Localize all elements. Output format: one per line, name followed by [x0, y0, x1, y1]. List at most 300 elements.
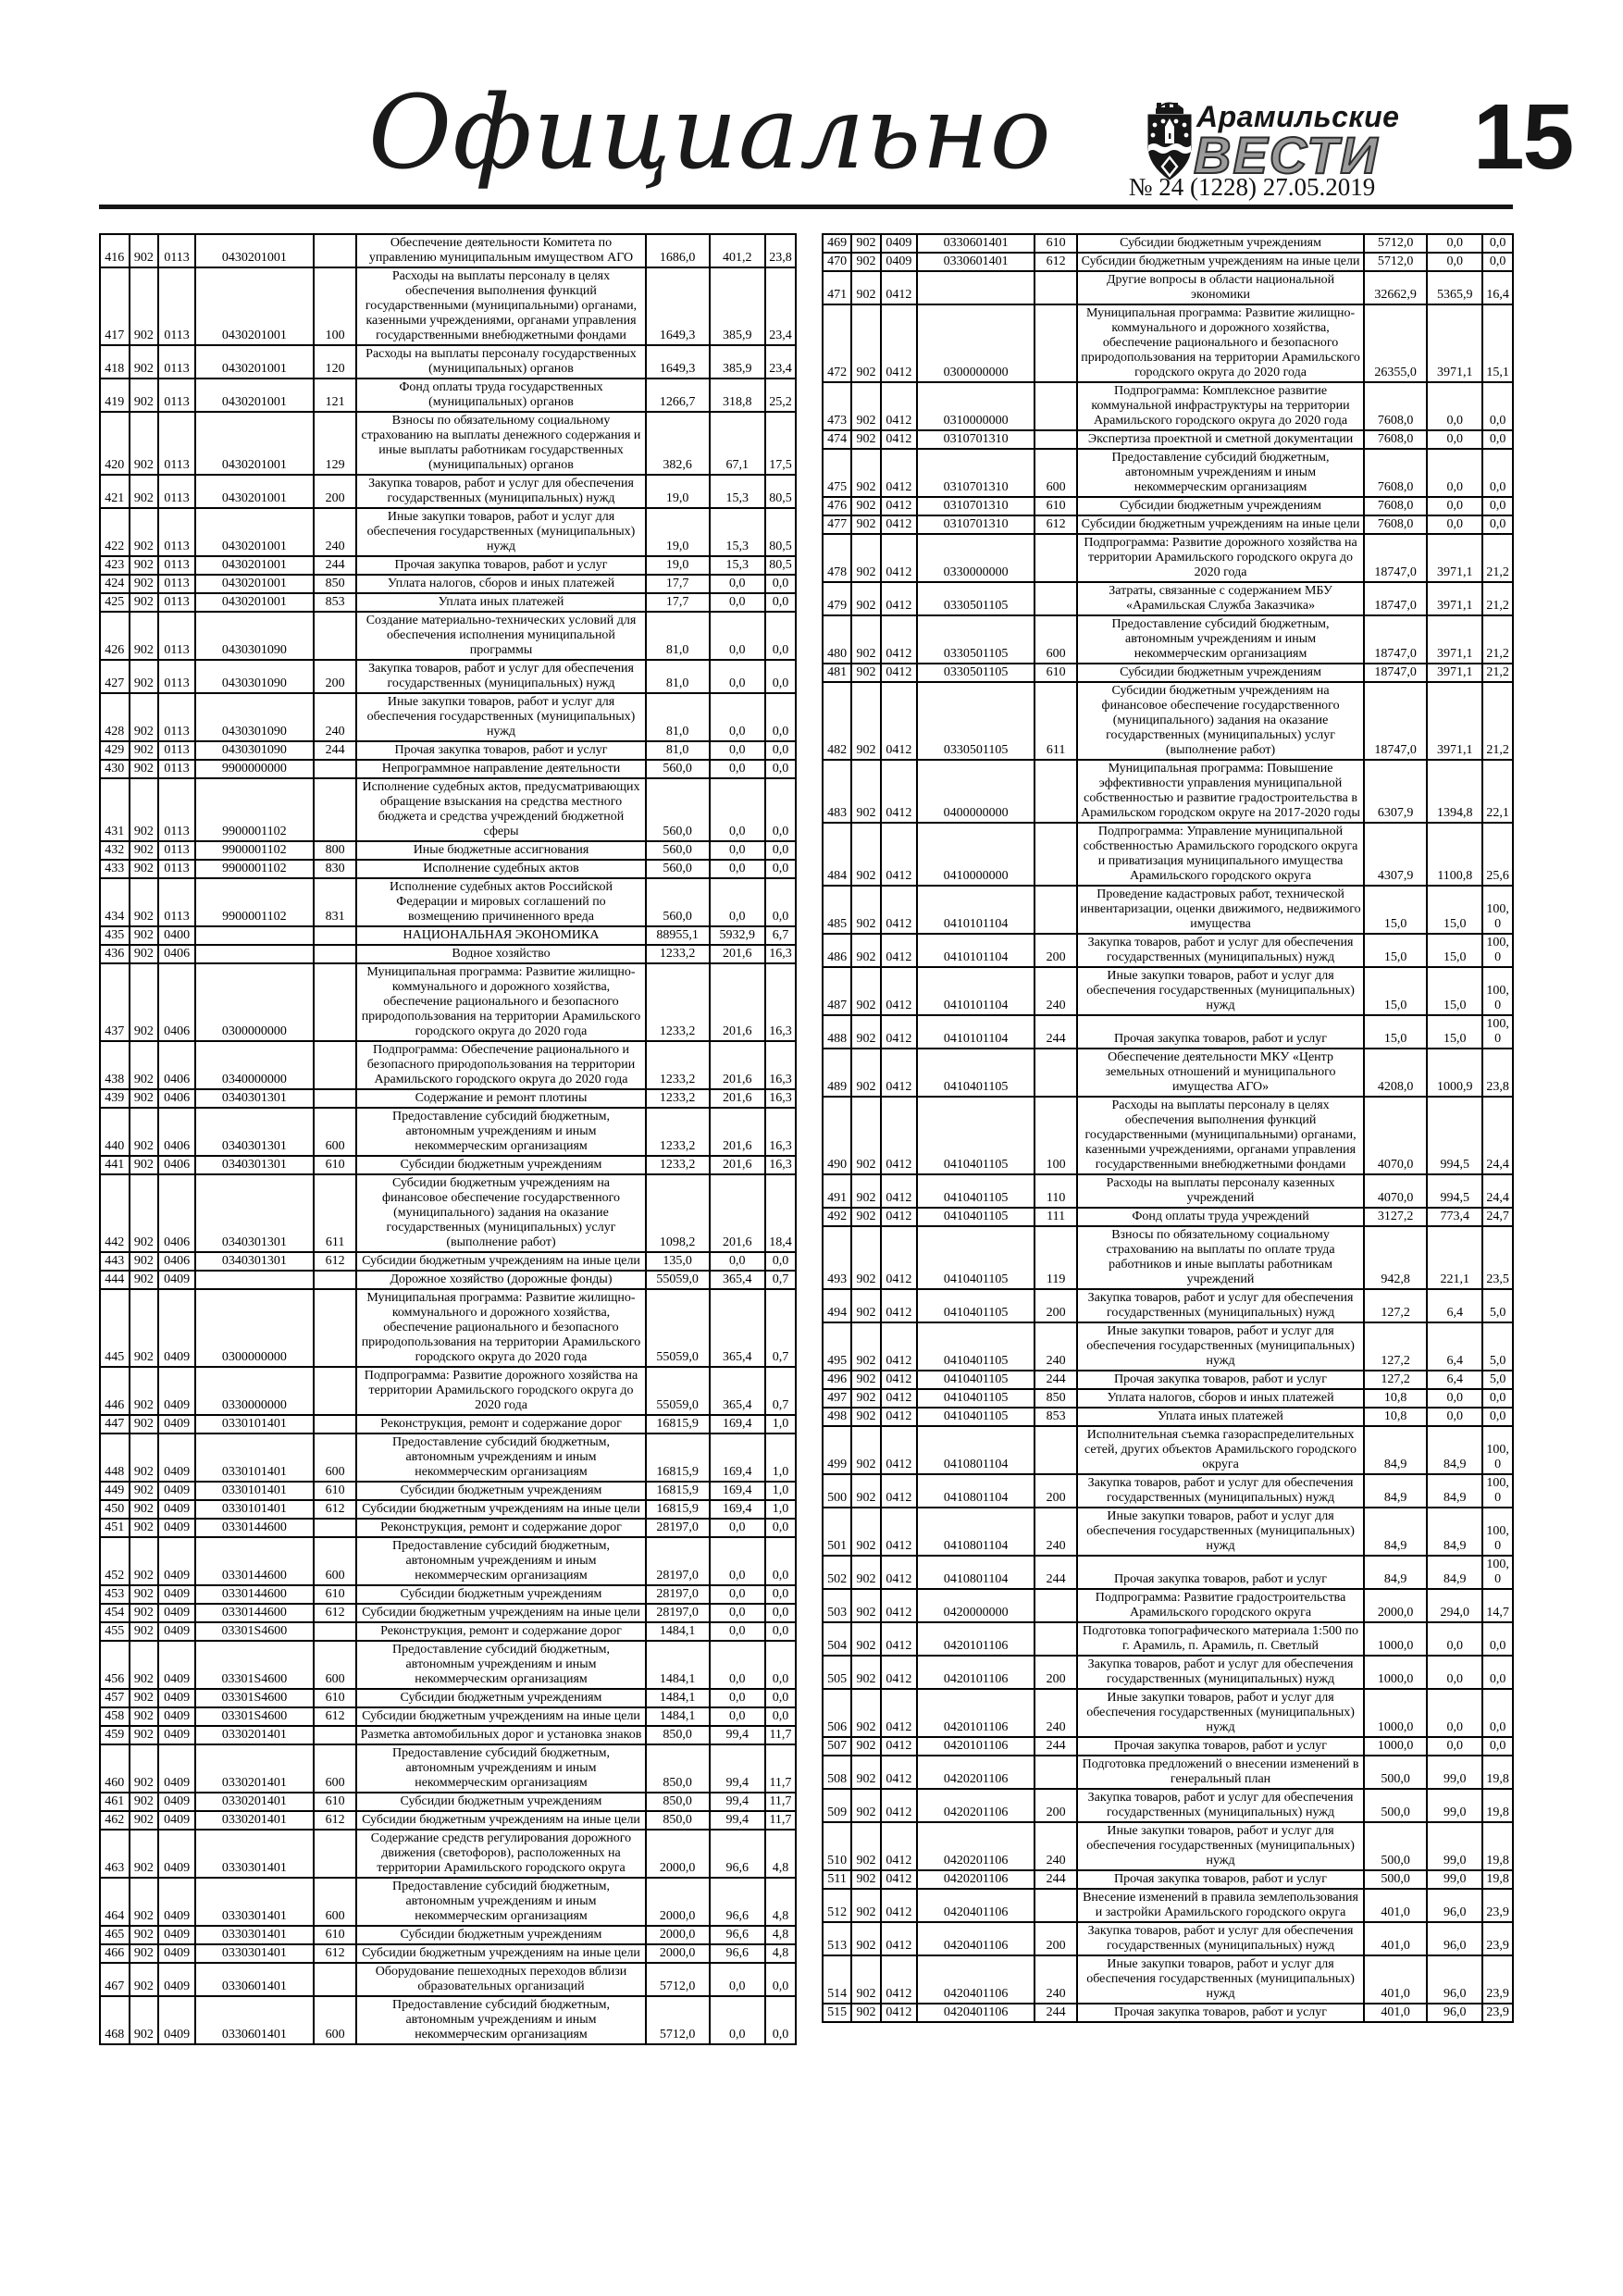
grbs-code-cell: 902 — [851, 682, 880, 760]
grbs-code-cell: 902 — [851, 615, 880, 664]
execution-percent-cell: 100,0 — [1482, 1508, 1513, 1556]
page-number: 15 — [1473, 85, 1573, 189]
grbs-code-cell: 902 — [130, 412, 159, 475]
expense-name-cell: Прочая закупка товаров, работ и услуг — [1077, 1015, 1364, 1049]
grbs-code-cell: 902 — [130, 693, 159, 741]
executed-amount-cell: 15,3 — [710, 508, 765, 556]
row-number-cell: 490 — [823, 1097, 851, 1174]
section-code-cell: 0113 — [158, 593, 195, 612]
execution-percent-cell: 100,0 — [1482, 1015, 1513, 1049]
execution-percent-cell: 17,5 — [765, 412, 796, 475]
execution-percent-cell: 0,0 — [1482, 382, 1513, 430]
target-article-code-cell: 0330144600 — [195, 1519, 314, 1537]
execution-percent-cell: 0,0 — [1482, 449, 1513, 497]
section-code-cell: 0412 — [881, 1174, 918, 1208]
execution-percent-cell: 0,0 — [765, 1585, 796, 1604]
expense-kind-code-cell: 610 — [314, 1689, 357, 1707]
expense-kind-code-cell — [1035, 1756, 1077, 1789]
grbs-code-cell: 902 — [130, 1174, 159, 1252]
target-article-code-cell: 0330501105 — [917, 664, 1035, 682]
approved-amount-cell: 5712,0 — [646, 1963, 710, 1996]
budget-table-row — [823, 1322, 1513, 1371]
expense-kind-code-cell: 110 — [1035, 1174, 1077, 1208]
grbs-code-cell: 902 — [851, 1226, 880, 1289]
expense-kind-code-cell: 610 — [1035, 234, 1077, 253]
execution-percent-cell: 100,0 — [1482, 886, 1513, 934]
section-code-cell: 0409 — [158, 1519, 195, 1537]
section-code-cell: 0412 — [881, 1870, 918, 1889]
executed-amount-cell: 99,0 — [1427, 1756, 1482, 1789]
section-code-cell: 0412 — [881, 1322, 918, 1371]
target-article-code-cell: 03301S4600 — [195, 1707, 314, 1726]
approved-amount-cell: 500,0 — [1364, 1756, 1428, 1789]
budget-table-row — [823, 1955, 1513, 2004]
target-article-code-cell: 0330201401 — [195, 1726, 314, 1744]
section-code-cell: 0412 — [881, 1622, 918, 1656]
execution-percent-cell: 23,9 — [1482, 1889, 1513, 1922]
grbs-code-cell: 902 — [851, 1656, 880, 1689]
expense-name-cell: Затраты, связанные с содержанием МБУ «Арамильская Служба Заказчика» — [1077, 582, 1364, 615]
executed-amount-cell: 99,0 — [1427, 1870, 1482, 1889]
expense-kind-code-cell — [1035, 1049, 1077, 1097]
budget-table-row — [823, 1289, 1513, 1322]
budget-table-row — [100, 1519, 796, 1537]
expense-kind-code-cell: 200 — [1035, 1789, 1077, 1822]
approved-amount-cell: 10,8 — [1364, 1389, 1428, 1408]
target-article-code-cell: 0330601401 — [195, 1996, 314, 2044]
section-code-cell: 0113 — [158, 693, 195, 741]
expense-kind-code-cell: 600 — [314, 1108, 357, 1156]
grbs-code-cell: 902 — [851, 1756, 880, 1789]
section-code-cell: 0412 — [881, 2004, 918, 2022]
row-number-cell: 494 — [823, 1289, 851, 1322]
row-number-cell: 499 — [823, 1426, 851, 1474]
execution-percent-cell: 11,7 — [765, 1744, 796, 1793]
executed-amount-cell: 0,0 — [710, 1585, 765, 1604]
budget-table-row — [100, 878, 796, 926]
expense-name-cell: Иные закупки товаров, работ и услуг для обеспечения государственных (муниципальных) нужд — [1077, 1689, 1364, 1737]
target-article-code-cell: 0310701310 — [917, 430, 1035, 449]
budget-table-row — [100, 1996, 796, 2044]
section-code-cell: 0409 — [158, 1641, 195, 1689]
expense-kind-code-cell: 240 — [1035, 1322, 1077, 1371]
section-code-cell: 0409 — [158, 1707, 195, 1726]
executed-amount-cell: 84,9 — [1427, 1426, 1482, 1474]
row-number-cell: 449 — [100, 1482, 130, 1500]
approved-amount-cell: 7608,0 — [1364, 515, 1428, 534]
section-code-cell: 0412 — [881, 1737, 918, 1756]
execution-percent-cell: 22,1 — [1482, 760, 1513, 823]
grbs-code-cell: 902 — [130, 508, 159, 556]
expense-name-cell: Субсидии бюджетным учреждениям — [1077, 234, 1364, 253]
executed-amount-cell: 0,0 — [1427, 1689, 1482, 1737]
approved-amount-cell: 84,9 — [1364, 1426, 1428, 1474]
budget-table-row — [823, 534, 1513, 582]
approved-amount-cell: 1000,0 — [1364, 1622, 1428, 1656]
grbs-code-cell: 902 — [130, 1271, 159, 1289]
executed-amount-cell: 773,4 — [1427, 1208, 1482, 1226]
target-article-code-cell: 0340301301 — [195, 1089, 314, 1108]
budget-table-row — [100, 267, 796, 345]
grbs-code-cell: 902 — [851, 1689, 880, 1737]
section-code-cell: 0113 — [158, 508, 195, 556]
grbs-code-cell: 902 — [130, 267, 159, 345]
budget-table-row — [100, 612, 796, 660]
approved-amount-cell: 1686,0 — [646, 234, 710, 267]
budget-table-row — [823, 823, 1513, 886]
execution-percent-cell: 23,5 — [1482, 1226, 1513, 1289]
approved-amount-cell: 18747,0 — [1364, 534, 1428, 582]
budget-table-row — [100, 778, 796, 841]
executed-amount-cell: 96,0 — [1427, 2004, 1482, 2022]
budget-table-row — [100, 475, 796, 508]
execution-percent-cell: 0,0 — [765, 860, 796, 878]
executed-amount-cell: 221,1 — [1427, 1226, 1482, 1289]
expense-kind-code-cell: 610 — [1035, 497, 1077, 515]
execution-percent-cell: 23,8 — [1482, 1049, 1513, 1097]
approved-amount-cell: 7608,0 — [1364, 430, 1428, 449]
expense-kind-code-cell: 600 — [314, 1996, 357, 2044]
budget-table-row — [100, 379, 796, 412]
approved-amount-cell: 560,0 — [646, 778, 710, 841]
execution-percent-cell: 19,8 — [1482, 1789, 1513, 1822]
execution-percent-cell: 5,0 — [1482, 1322, 1513, 1371]
expense-kind-code-cell: 611 — [1035, 682, 1077, 760]
section-code-cell: 0412 — [881, 1289, 918, 1322]
row-number-cell: 509 — [823, 1789, 851, 1822]
grbs-code-cell: 902 — [130, 1415, 159, 1433]
section-code-cell: 0412 — [881, 1508, 918, 1556]
execution-percent-cell: 4,8 — [765, 1878, 796, 1926]
executed-amount-cell: 84,9 — [1427, 1556, 1482, 1589]
target-article-code-cell: 0310701310 — [917, 449, 1035, 497]
executed-amount-cell: 1000,9 — [1427, 1049, 1482, 1097]
expense-name-cell: Другие вопросы в области национальной экономики — [1077, 271, 1364, 304]
aramil-coat-of-arms-icon — [1145, 96, 1195, 183]
budget-table-row — [100, 1089, 796, 1108]
budget-table-row — [823, 1049, 1513, 1097]
approved-amount-cell: 500,0 — [1364, 1789, 1428, 1822]
section-code-cell: 0412 — [881, 1208, 918, 1226]
grbs-code-cell: 902 — [130, 1689, 159, 1707]
target-article-code-cell: 0300000000 — [917, 304, 1035, 382]
approved-amount-cell: 401,0 — [1364, 2004, 1428, 2022]
expense-name-cell: Предоставление субсидий бюджетным, автономным учреждениям и иным некоммерческим организациям — [1077, 615, 1364, 664]
executed-amount-cell: 169,4 — [710, 1415, 765, 1433]
executed-amount-cell: 0,0 — [1427, 1389, 1482, 1408]
row-number-cell: 464 — [100, 1878, 130, 1926]
section-code-cell: 0409 — [158, 1537, 195, 1585]
section-code-cell: 0113 — [158, 778, 195, 841]
target-article-code-cell: 0430201001 — [195, 379, 314, 412]
expense-name-cell: Субсидии бюджетным учреждениям — [356, 1689, 645, 1707]
approved-amount-cell: 127,2 — [1364, 1371, 1428, 1389]
section-code-cell: 0409 — [158, 1289, 195, 1367]
executed-amount-cell: 201,6 — [710, 1174, 765, 1252]
section-code-cell: 0409 — [158, 1996, 195, 2044]
row-number-cell: 476 — [823, 497, 851, 515]
expense-name-cell: Создание материально-технических условий для обеспечения исполнения муниципальной программы — [356, 612, 645, 660]
target-article-code-cell: 0410401105 — [917, 1322, 1035, 1371]
execution-percent-cell: 0,0 — [1482, 1408, 1513, 1426]
expense-kind-code-cell — [314, 1089, 357, 1108]
execution-percent-cell: 4,8 — [765, 1926, 796, 1944]
expense-kind-code-cell: 244 — [1035, 1371, 1077, 1389]
target-article-code-cell: 0310701310 — [917, 515, 1035, 534]
grbs-code-cell: 902 — [851, 271, 880, 304]
executed-amount-cell: 994,5 — [1427, 1097, 1482, 1174]
expense-name-cell: Содержание средств регулирования дорожного движения (светофоров), расположенных на территории Арамильского городского округа — [356, 1830, 645, 1878]
expense-kind-code-cell: 244 — [1035, 2004, 1077, 2022]
expense-kind-code-cell: 240 — [1035, 1955, 1077, 2004]
executed-amount-cell: 99,0 — [1427, 1822, 1482, 1870]
target-article-code-cell: 0330101401 — [195, 1500, 314, 1519]
expense-name-cell: Предоставление субсидий бюджетным, автономным учреждениям и иным некоммерческим организациям — [356, 1537, 645, 1585]
expense-kind-code-cell — [314, 1726, 357, 1744]
execution-percent-cell: 0,0 — [1482, 234, 1513, 253]
grbs-code-cell: 902 — [851, 1371, 880, 1389]
row-number-cell: 453 — [100, 1585, 130, 1604]
row-number-cell: 458 — [100, 1707, 130, 1726]
target-article-code-cell: 9900001102 — [195, 878, 314, 926]
grbs-code-cell: 902 — [130, 1367, 159, 1415]
target-article-code-cell: 0410401105 — [917, 1226, 1035, 1289]
grbs-code-cell: 902 — [851, 1737, 880, 1756]
target-article-code-cell: 0410401105 — [917, 1289, 1035, 1322]
budget-table-row — [823, 1371, 1513, 1389]
budget-table-row — [100, 1944, 796, 1963]
budget-table-row — [823, 304, 1513, 382]
executed-amount-cell: 0,0 — [710, 1707, 765, 1726]
budget-table-row — [100, 1622, 796, 1641]
expense-name-cell: Расходы на выплаты персоналу казенных учреждений — [1077, 1174, 1364, 1208]
approved-amount-cell: 1233,2 — [646, 1089, 710, 1108]
expense-kind-code-cell — [314, 1415, 357, 1433]
budget-table-row — [823, 615, 1513, 664]
executed-amount-cell: 401,2 — [710, 234, 765, 267]
expense-kind-code-cell — [314, 1367, 357, 1415]
expense-name-cell: Фонд оплаты труда учреждений — [1077, 1208, 1364, 1226]
grbs-code-cell: 902 — [130, 760, 159, 778]
newspaper-title: ВЕСТИ — [1194, 126, 1380, 184]
budget-table-row — [823, 1426, 1513, 1474]
executed-amount-cell: 0,0 — [710, 860, 765, 878]
expense-name-cell: Иные закупки товаров, работ и услуг для обеспечения государственных (муниципальных) нужд — [356, 693, 645, 741]
grbs-code-cell: 902 — [851, 664, 880, 682]
budget-table-row — [823, 934, 1513, 967]
execution-percent-cell: 0,0 — [765, 878, 796, 926]
expense-name-cell: Подпрограмма: Управление муниципальной собственностью Арамильского городского округа и приватизация муниципального имущества Арамильского городского округа — [1077, 823, 1364, 886]
expense-kind-code-cell: 612 — [1035, 515, 1077, 534]
execution-percent-cell: 0,0 — [765, 1622, 796, 1641]
section-code-cell: 0409 — [158, 1726, 195, 1744]
expense-name-cell: Субсидии бюджетным учреждениям на иные цели — [356, 1252, 645, 1271]
execution-percent-cell: 0,0 — [765, 1252, 796, 1271]
budget-table-row — [100, 412, 796, 475]
row-number-cell: 452 — [100, 1537, 130, 1585]
expense-name-cell: Экспертиза проектной и сметной документации — [1077, 430, 1364, 449]
row-number-cell: 496 — [823, 1371, 851, 1389]
executed-amount-cell: 0,0 — [1427, 430, 1482, 449]
approved-amount-cell: 2000,0 — [646, 1926, 710, 1944]
expense-kind-code-cell: 600 — [314, 1433, 357, 1482]
expense-kind-code-cell: 600 — [314, 1744, 357, 1793]
expense-kind-code-cell — [1035, 271, 1077, 304]
execution-percent-cell: 4,8 — [765, 1944, 796, 1963]
execution-percent-cell: 0,0 — [765, 1519, 796, 1537]
expense-name-cell: Прочая закупка товаров, работ и услуг — [1077, 1371, 1364, 1389]
expense-name-cell: Непрограммное направление деятельности — [356, 760, 645, 778]
approved-amount-cell: 850,0 — [646, 1744, 710, 1793]
grbs-code-cell: 902 — [130, 1707, 159, 1726]
approved-amount-cell: 28197,0 — [646, 1519, 710, 1537]
section-code-cell: 0412 — [881, 1426, 918, 1474]
row-number-cell: 437 — [100, 963, 130, 1041]
expense-kind-code-cell — [1035, 1589, 1077, 1622]
executed-amount-cell: 0,0 — [1427, 382, 1482, 430]
grbs-code-cell: 902 — [851, 234, 880, 253]
expense-kind-code-cell: 244 — [1035, 1015, 1077, 1049]
row-number-cell: 489 — [823, 1049, 851, 1097]
expense-kind-code-cell: 200 — [314, 660, 357, 693]
expense-name-cell: Закупка товаров, работ и услуг для обеспечения государственных (муниципальных) нужд — [356, 475, 645, 508]
grbs-code-cell: 902 — [851, 304, 880, 382]
executed-amount-cell: 0,0 — [710, 1537, 765, 1585]
approved-amount-cell: 88955,1 — [646, 926, 710, 945]
section-code-cell: 0412 — [881, 304, 918, 382]
expense-name-cell: Проведение кадастровых работ, технической инвентаризации, оценки движимого, недвижимого имущества — [1077, 886, 1364, 934]
executed-amount-cell: 6,4 — [1427, 1289, 1482, 1322]
row-number-cell: 427 — [100, 660, 130, 693]
row-number-cell: 436 — [100, 945, 130, 963]
grbs-code-cell: 902 — [130, 1433, 159, 1482]
execution-percent-cell: 0,0 — [765, 1707, 796, 1726]
target-article-code-cell: 0330301401 — [195, 1944, 314, 1963]
execution-percent-cell: 0,7 — [765, 1289, 796, 1367]
execution-percent-cell: 0,0 — [765, 612, 796, 660]
row-number-cell: 505 — [823, 1656, 851, 1689]
expense-kind-code-cell — [1035, 886, 1077, 934]
budget-table-row — [100, 860, 796, 878]
executed-amount-cell: 96,6 — [710, 1944, 765, 1963]
executed-amount-cell: 0,0 — [710, 878, 765, 926]
row-number-cell: 454 — [100, 1604, 130, 1622]
execution-percent-cell: 0,0 — [765, 741, 796, 760]
budget-table-row — [823, 1226, 1513, 1289]
approved-amount-cell: 16815,9 — [646, 1433, 710, 1482]
budget-table-row — [100, 1830, 796, 1878]
budget-table-row — [823, 382, 1513, 430]
execution-percent-cell: 0,0 — [1482, 253, 1513, 271]
approved-amount-cell: 2000,0 — [646, 1944, 710, 1963]
expense-name-cell: Субсидии бюджетным учреждениям — [356, 1156, 645, 1174]
target-article-code-cell: 0310701310 — [917, 497, 1035, 515]
executed-amount-cell: 318,8 — [710, 379, 765, 412]
grbs-code-cell: 902 — [851, 1389, 880, 1408]
expense-name-cell: Подпрограмма: Обеспечение рационального и безопасного природопользования на территории Арамильского городского округа до 2020 года — [356, 1041, 645, 1089]
section-code-cell: 0409 — [158, 1415, 195, 1433]
execution-percent-cell: 14,7 — [1482, 1589, 1513, 1622]
target-article-code-cell: 0400000000 — [917, 760, 1035, 823]
budget-table-row — [100, 234, 796, 267]
row-number-cell: 426 — [100, 612, 130, 660]
row-number-cell: 420 — [100, 412, 130, 475]
grbs-code-cell: 902 — [130, 1041, 159, 1089]
row-number-cell: 459 — [100, 1726, 130, 1744]
grbs-code-cell: 902 — [851, 1289, 880, 1322]
row-number-cell: 451 — [100, 1519, 130, 1537]
approved-amount-cell: 401,0 — [1364, 1955, 1428, 2004]
target-article-code-cell: 0420401106 — [917, 1922, 1035, 1955]
approved-amount-cell: 5712,0 — [1364, 253, 1428, 271]
row-number-cell: 448 — [100, 1433, 130, 1482]
grbs-code-cell: 902 — [851, 2004, 880, 2022]
section-code-cell: 0412 — [881, 430, 918, 449]
executed-amount-cell: 0,0 — [1427, 1656, 1482, 1689]
target-article-code-cell: 0330101401 — [195, 1415, 314, 1433]
section-code-cell: 0409 — [158, 1622, 195, 1641]
expense-name-cell: Исполнение судебных актов, предусматривающих обращение взыскания на средства местного бюджета и средства учреждений бюджетной сферы — [356, 778, 645, 841]
row-number-cell: 463 — [100, 1830, 130, 1878]
row-number-cell: 502 — [823, 1556, 851, 1589]
expense-name-cell: Предоставление субсидий бюджетным, автономным учреждениям и иным некоммерческим организациям — [1077, 449, 1364, 497]
execution-percent-cell: 0,0 — [765, 1604, 796, 1622]
approved-amount-cell: 17,7 — [646, 593, 710, 612]
expense-kind-code-cell: 100 — [314, 267, 357, 345]
executed-amount-cell: 201,6 — [710, 1156, 765, 1174]
expense-kind-code-cell: 612 — [314, 1500, 357, 1519]
executed-amount-cell: 15,0 — [1427, 1015, 1482, 1049]
budget-table-row — [823, 682, 1513, 760]
section-code-cell: 0412 — [881, 1922, 918, 1955]
target-article-code-cell: 0330301401 — [195, 1830, 314, 1878]
expense-kind-code-cell: 111 — [1035, 1208, 1077, 1226]
execution-percent-cell: 1,0 — [765, 1433, 796, 1482]
row-number-cell: 492 — [823, 1208, 851, 1226]
grbs-code-cell: 902 — [130, 593, 159, 612]
row-number-cell: 423 — [100, 556, 130, 575]
row-number-cell: 465 — [100, 1926, 130, 1944]
execution-percent-cell: 5,0 — [1482, 1371, 1513, 1389]
budget-table-row — [100, 1271, 796, 1289]
approved-amount-cell: 84,9 — [1364, 1508, 1428, 1556]
approved-amount-cell: 15,0 — [1364, 967, 1428, 1015]
row-number-cell: 503 — [823, 1589, 851, 1622]
target-article-code-cell: 0410000000 — [917, 823, 1035, 886]
target-article-code-cell: 9900000000 — [195, 760, 314, 778]
section-code-cell: 0409 — [158, 1689, 195, 1707]
expense-name-cell: Уплата налогов, сборов и иных платежей — [1077, 1389, 1364, 1408]
target-article-code-cell: 0420401106 — [917, 1889, 1035, 1922]
expense-kind-code-cell — [1035, 534, 1077, 582]
expense-kind-code-cell — [314, 1830, 357, 1878]
budget-table-row — [823, 515, 1513, 534]
budget-table-row — [100, 1604, 796, 1622]
expense-name-cell: Муниципальная программа: Развитие жилищно-коммунального и дорожного хозяйства, обеспечение рационального и безопасного природопользования на территории Арамильского городского округа до 2020 года — [356, 1289, 645, 1367]
expense-name-cell: Муниципальная программа: Развитие жилищно-коммунального и дорожного хозяйства, обеспечение рационального и безопасного природопользования на территории Арамильского городского округа до 2020 года — [1077, 304, 1364, 382]
row-number-cell: 479 — [823, 582, 851, 615]
approved-amount-cell: 1000,0 — [1364, 1689, 1428, 1737]
target-article-code-cell: 0430201001 — [195, 345, 314, 379]
row-number-cell: 497 — [823, 1389, 851, 1408]
budget-table-row — [823, 967, 1513, 1015]
expense-name-cell: Прочая закупка товаров, работ и услуг — [1077, 1737, 1364, 1756]
approved-amount-cell: 16815,9 — [646, 1500, 710, 1519]
expense-name-cell: Прочая закупка товаров, работ и услуг — [1077, 1556, 1364, 1589]
approved-amount-cell: 1484,1 — [646, 1622, 710, 1641]
budget-table-row — [823, 1474, 1513, 1508]
execution-percent-cell: 15,1 — [1482, 304, 1513, 382]
